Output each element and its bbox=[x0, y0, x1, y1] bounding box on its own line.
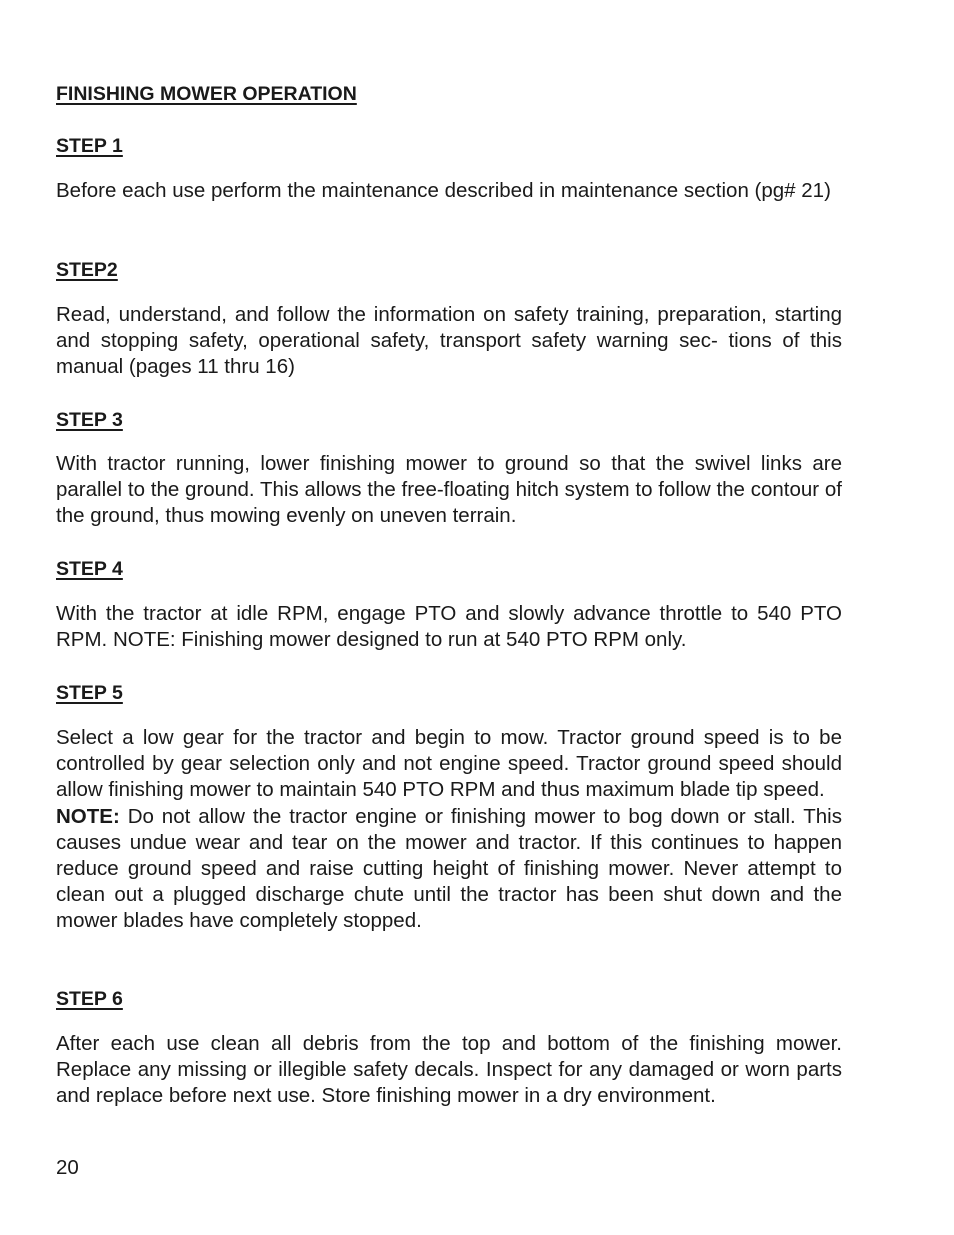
step-5-body: Select a low gear for the tractor and begin to mow. Tractor ground speed is to be controlled by gear selection only and not engine speed. Tractor ground speed should allow finishing mower to maintain 540 PTO RPM and thus maximum blade tip speed. bbox=[56, 726, 842, 802]
step-5-note-text: Do not allow the tractor engine or finishing mower to bog down or stall. This causes undue wear and tear on the mower and tractor. If this continues to happen reduce ground speed and raise cutting height of finishing mower. Never attempt to clean out a plugged discharge chute until the tractor has been shut down and the mower blades have completely stopped. bbox=[56, 804, 842, 933]
step-6-text: After each use clean all debris from the top and bottom of the finishing mower. Replace any missing or illegible safety decals. Inspect for any damaged or worn parts and replace before next use. Store finishing mower in a dry environment. bbox=[56, 1032, 842, 1108]
step-2-text: Read, understand, and follow the information on safety training, preparation, starting and stopping safety, operational safety, transport safety warning sec- tions of this manual (pages 11 thru 16) bbox=[56, 303, 842, 379]
step-5-note-label: NOTE: bbox=[56, 804, 120, 828]
step-3-text: With tractor running, lower finishing mower to ground so that the swivel links are parallel to the ground. This allows the free-floating hitch system to follow the contour of the ground, thus mowing evenly on uneven terrain. bbox=[56, 452, 842, 528]
step-4-heading: STEP 4 bbox=[56, 558, 123, 580]
step-2-heading: STEP2 bbox=[56, 259, 118, 281]
step-5-text bbox=[56, 725, 842, 935]
step-5-heading: STEP 5 bbox=[56, 682, 123, 704]
page-title: FINISHING MOWER OPERATION bbox=[56, 83, 357, 105]
step-1-heading: STEP 1 bbox=[56, 135, 123, 157]
step-1-text: Before each use perform the maintenance described in maintenance section (pg# 21) bbox=[56, 179, 831, 202]
step-3-heading: STEP 3 bbox=[56, 409, 123, 431]
step-6-heading: STEP 6 bbox=[56, 988, 123, 1010]
step-4-text: With the tractor at idle RPM, engage PTO and slowly advance throttle to 540 PTO RPM. NOTE: Finishing mower designed to run at 540 PTO RPM only. bbox=[56, 602, 842, 652]
page-number: 20 bbox=[56, 1156, 79, 1179]
